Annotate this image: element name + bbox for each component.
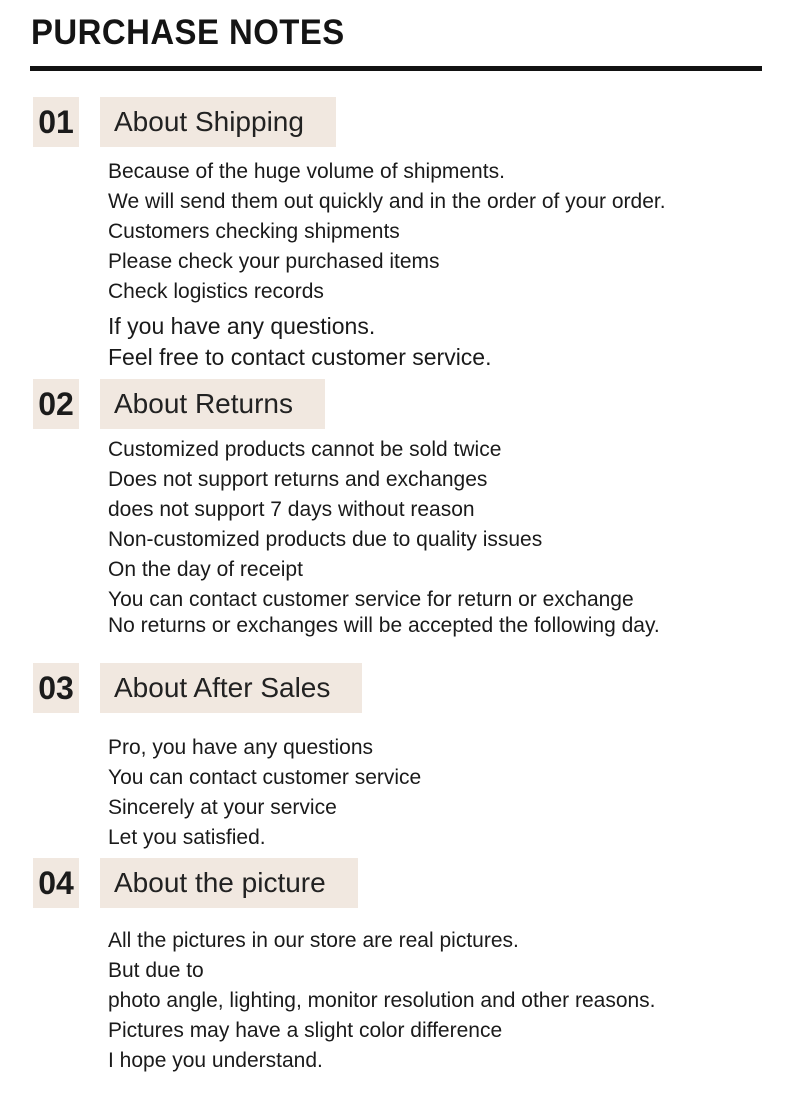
body-line: Customers checking shipments [108,220,400,243]
emphasized-lines [108,311,790,373]
section-header [33,663,790,713]
body-line: On the day of receipt [108,558,303,581]
section-number-badge: 01 [33,97,79,147]
body-line: You can contact customer service for return or exchange [108,588,634,611]
section-title: About Shipping [100,97,336,147]
body-line: But due to [108,959,204,982]
body-line: Because of the huge volume of shipments. [108,160,505,183]
body-line: Please check your purchased items [108,250,440,273]
section-body [108,733,790,853]
section-header [33,858,790,908]
section-number-badge: 04 [33,858,79,908]
body-line: Customized products cannot be sold twice [108,438,502,461]
title-underline-rule [30,66,762,71]
body-line: If you have any questions. [108,313,376,339]
body-line: Pro, you have any questions [108,736,374,759]
body-line: You can contact customer service [108,766,422,789]
body-line: Feel free to contact customer service. [108,344,492,370]
section-header [33,379,790,429]
section-about-returns [0,379,790,637]
body-line: photo angle, lighting, monitor resolution and other reasons. [108,989,656,1012]
body-line: Let you satisfied. [108,826,266,849]
body-line: does not support 7 days without reason [108,498,475,521]
section-header [33,97,790,147]
section-title: About the picture [100,858,358,908]
section-body [108,157,790,373]
section-title: About After Sales [100,663,362,713]
body-line: Check logistics records [108,280,324,303]
section-title: About Returns [100,379,325,429]
section-about-shipping [0,97,790,373]
section-about-after-sales [0,663,790,853]
body-line: Sincerely at your service [108,796,337,819]
body-line: Does not support returns and exchanges [108,468,488,491]
body-line: Pictures may have a slight color difference [108,1019,503,1042]
section-body [108,435,790,637]
section-body [108,926,790,1076]
section-number-badge: 02 [33,379,79,429]
body-line: I hope you understand. [108,1049,323,1072]
section-about-the-picture [0,858,790,1076]
page-title: PURCHASE NOTES [31,13,345,52]
page-header [0,0,790,55]
body-line: All the pictures in our store are real pictures. [108,929,519,952]
section-number-badge: 03 [33,663,79,713]
body-line: Non-customized products due to quality issues [108,528,543,551]
body-line: We will send them out quickly and in the order of your order. [108,190,666,213]
body-line: No returns or exchanges will be accepted the following day. [108,614,660,637]
